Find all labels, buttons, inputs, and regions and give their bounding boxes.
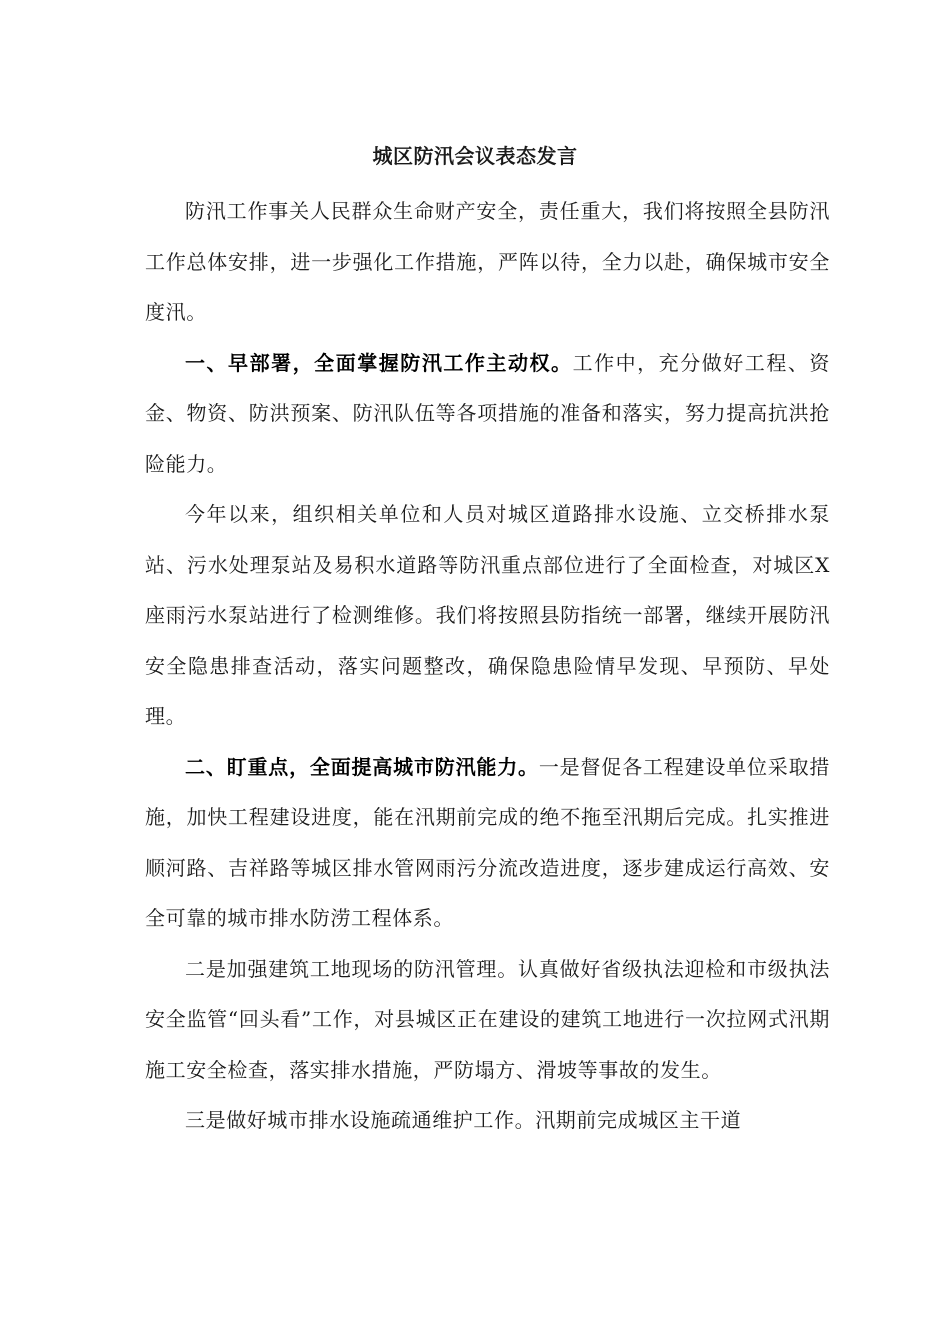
paragraph-text: 防汛工作事关人民群众生命财产安全，责任重大，我们将按照全县防汛工作总体安排，进一步强化工作措施，严阵以待，全力以赴，确保城市安全度汛。 <box>145 199 830 324</box>
paragraph-text: 工作中，充分做好工程、资金、物资、防洪预案、防汛队伍等各项措施的准备和落实，努力提高抗洪抢险能力。 <box>145 350 830 476</box>
paragraph-construction-sites <box>145 944 830 1096</box>
paragraph-text: 今年以来，组织相关单位和人员对城区道路排水设施、立交桥排水泵站、污水处理泵站及易积水道路等防汛重点部位进行了全面检查，对城区X座雨污水泵站进行了检测维修。我们将按照县防指统一部署，继续开展防汛安全隐患排查活动，落实问题整改，确保隐患险情早发现、早预防、早处理。 <box>145 502 830 728</box>
paragraph-inspection <box>145 489 830 742</box>
section-heading: 二、盯重点，全面提高城市防汛能力。 <box>185 754 539 779</box>
paragraph-text: 二是加强建筑工地现场的防汛管理。认真做好省级执法迎检和市级执法安全监管“回头看”工作，对县城区正在建设的建筑工地进行一次拉网式汛期施工安全检查，落实排水措施，严防塌方、滑坡等事故的发生。 <box>145 956 830 1082</box>
section-heading: 一、早部署，全面掌握防汛工作主动权。 <box>185 350 573 375</box>
paragraph-section-two <box>145 742 830 944</box>
document-body <box>145 186 830 1146</box>
paragraph-text: 一是督促各工程建设单位采取措施，加快工程建设进度，能在汛期前完成的绝不拖至汛期后完成。扎实推进顺河路、吉祥路等城区排水管网雨污分流改造进度，逐步建成运行高效、安全可靠的城市排水防涝工程体系。 <box>145 754 830 930</box>
document-title: 城区防汛会议表态发言 <box>372 144 578 168</box>
paragraph-intro <box>145 186 830 338</box>
paragraph-text: 三是做好城市排水设施疏通维护工作。汛期前完成城区主干道 <box>185 1108 742 1132</box>
paragraph-drainage <box>145 1095 830 1146</box>
paragraph-section-one <box>145 338 830 490</box>
